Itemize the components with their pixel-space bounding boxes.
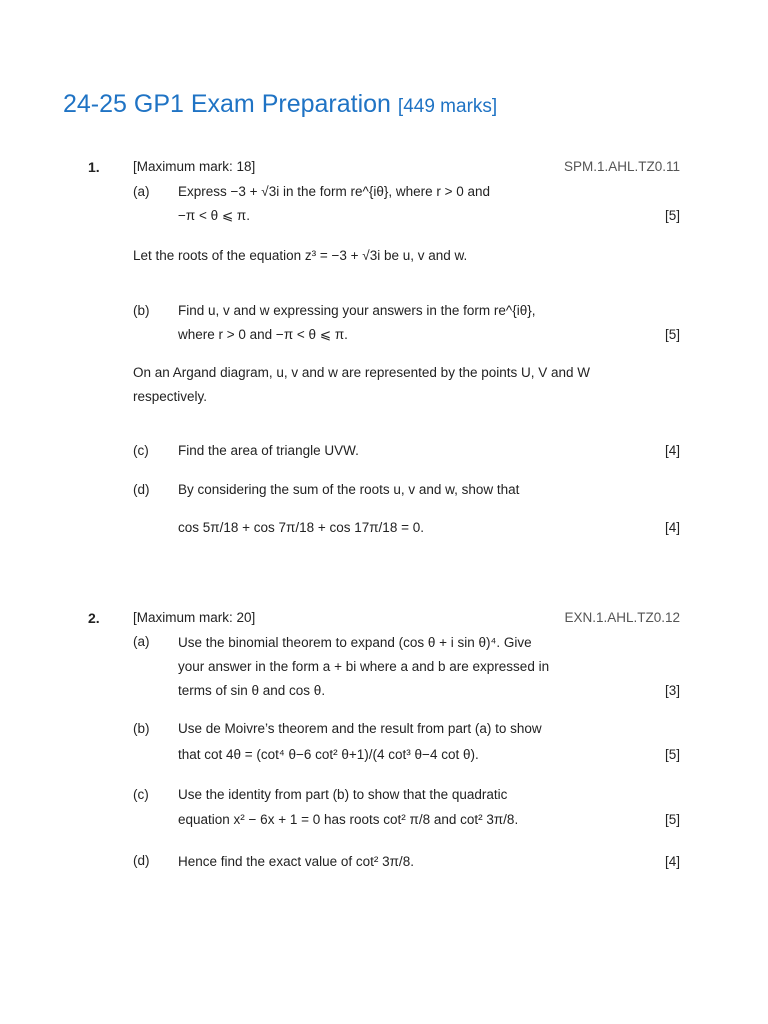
q2a-label: (a) <box>133 634 150 649</box>
q1-argand-line2: respectively. <box>133 389 208 404</box>
q1d-formula: cos 5π/18 + cos 7π/18 + cos 17π/18 = 0. <box>178 520 424 535</box>
q2b-line2: that cot 4θ = (cot⁴ θ−6 cot² θ+1)/(4 cot³ θ−4 cot θ). <box>178 747 479 762</box>
q2d-text: Hence find the exact value of cot² 3π/8. <box>178 854 414 869</box>
q2-reference: EXN.1.AHL.TZ0.12 <box>564 610 680 625</box>
q2a-marks: [3] <box>664 683 680 698</box>
q1a-marks: [5] <box>664 208 680 223</box>
q2a-line3: terms of sin θ and cos θ. <box>178 683 326 698</box>
q1-intro: Let the roots of the equation z³ = −3 + √3i be u, v and w. <box>133 248 468 263</box>
q1c-label: (c) <box>133 443 149 458</box>
q1c-marks: [4] <box>664 443 680 458</box>
page-title <box>63 90 497 119</box>
title-marks: [449 marks] <box>397 96 498 117</box>
q2d-label: (d) <box>133 853 150 868</box>
q1d-label: (d) <box>133 482 150 497</box>
q2b-marks: [5] <box>664 747 680 762</box>
q1b-line1: Find u, v and w expressing your answers in the form re^{iθ}, <box>178 303 536 318</box>
q1c-text: Find the area of triangle UVW. <box>178 443 359 458</box>
q1b-line2: where r > 0 and −π < θ ⩽ π. <box>178 327 348 342</box>
q1-number: 1. <box>88 159 100 175</box>
q1b-label: (b) <box>133 303 150 318</box>
q1d-line1: By considering the sum of the roots u, v and w, show that <box>178 482 520 497</box>
q2d-marks: [4] <box>664 854 680 869</box>
q1d-marks: [4] <box>664 520 680 535</box>
q1-reference: SPM.1.AHL.TZ0.11 <box>563 159 680 174</box>
q1a-line2: −π < θ ⩽ π. <box>178 208 250 223</box>
q1-argand-line1: On an Argand diagram, u, v and w are represented by the points U, V and W <box>133 365 591 380</box>
q2c-line1: Use the identity from part (b) to show that the quadratic <box>178 787 508 802</box>
q2a-line1: Use the binomial theorem to expand (cos θ + i sin θ)⁴. Give <box>178 635 532 650</box>
q2b-label: (b) <box>133 721 150 736</box>
q2b-line1: Use de Moivre’s theorem and the result from part (a) to show <box>178 721 542 736</box>
q1a-line1: Express −3 + √3i in the form re^{iθ}, where r > 0 and <box>178 184 491 199</box>
title-text: 24-25 GP1 Exam Preparation <box>63 90 391 118</box>
q1-max-mark: [Maximum mark: 18] <box>133 159 256 174</box>
q1b-marks: [5] <box>664 327 680 342</box>
q2-max-mark: [Maximum mark: 20] <box>133 610 256 625</box>
q2a-line2: your answer in the form a + bi where a and b are expressed in <box>178 659 550 674</box>
q1a-label: (a) <box>133 184 150 199</box>
q2c-line2: equation x² − 6x + 1 = 0 has roots cot² π/8 and cot² 3π/8. <box>178 812 519 827</box>
q2-number: 2. <box>88 610 100 626</box>
q2c-marks: [5] <box>664 812 680 827</box>
q2c-label: (c) <box>133 787 149 802</box>
